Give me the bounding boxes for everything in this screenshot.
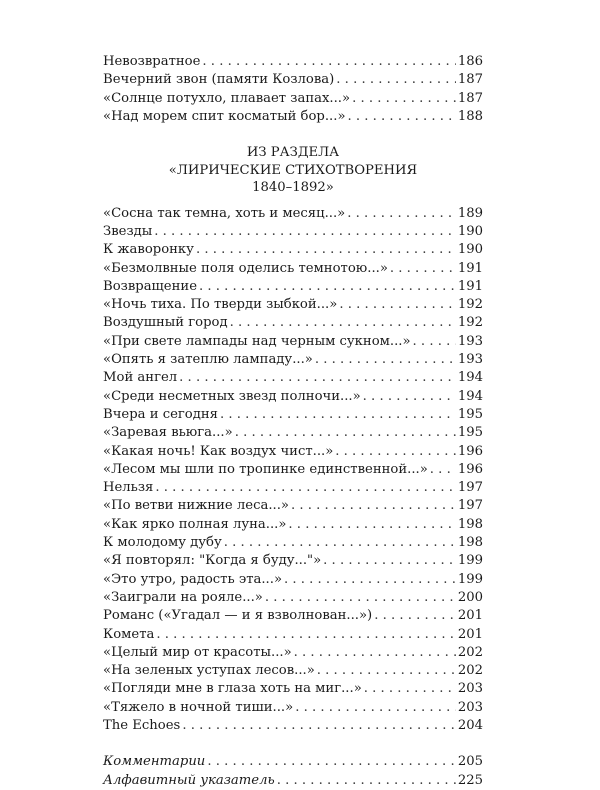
entry-page: 204 <box>457 718 483 733</box>
entry-title: «Целый мир от красоты...» <box>103 644 292 660</box>
dot-leader <box>224 534 456 552</box>
entry-title: «При свете лампады над черным сукном...» <box>103 333 411 349</box>
toc-appendix-list <box>103 753 483 790</box>
entry-page: 196 <box>457 461 483 477</box>
entry-title: «Безмолвные поля оделись темнотою...» <box>103 260 388 276</box>
toc-entry <box>103 443 483 461</box>
entry-title: Вчера и сегодня <box>103 406 218 422</box>
entry-page: 193 <box>457 352 483 368</box>
entry-page: 195 <box>457 425 483 441</box>
dot-leader <box>196 241 456 259</box>
entry-title: «Ночь тиха. По тверди зыбкой...» <box>103 297 338 313</box>
entry-title: «Какая ночь! Как воздух чист...» <box>103 443 334 459</box>
dot-leader <box>182 717 456 735</box>
toc-entry <box>103 607 483 625</box>
entry-title: Алфавитный указатель <box>103 772 275 788</box>
dot-leader <box>155 479 455 497</box>
entry-page: 199 <box>457 553 483 569</box>
entry-page: 198 <box>457 516 483 532</box>
dot-leader <box>294 644 456 662</box>
toc-entry <box>103 680 483 698</box>
entry-title: «Лесом мы шли по тропинке единственной...» <box>103 461 428 477</box>
toc-entry <box>103 333 483 351</box>
dot-leader <box>323 552 456 570</box>
toc-entry <box>103 241 483 259</box>
dot-leader <box>284 571 456 589</box>
entry-title: «Я повторял: "Когда я буду..."» <box>103 553 322 569</box>
toc-entry <box>103 497 483 515</box>
dot-leader <box>265 589 456 607</box>
toc-entry <box>103 90 483 108</box>
dot-leader <box>220 406 456 424</box>
dot-leader <box>335 443 456 461</box>
toc-entry <box>103 479 483 497</box>
entry-title: Невозвратное <box>103 54 201 69</box>
toc-entry <box>103 53 483 71</box>
toc-entry <box>103 296 483 314</box>
dot-leader <box>207 753 456 771</box>
entry-page: 196 <box>457 443 483 459</box>
entry-page: 202 <box>457 644 483 660</box>
dot-leader <box>336 71 456 89</box>
toc-entry <box>103 424 483 442</box>
dot-leader <box>288 516 455 534</box>
toc-entry <box>103 71 483 89</box>
entry-page: 192 <box>457 297 483 313</box>
entry-title: Возвращение <box>103 278 197 294</box>
entry-page: 197 <box>457 498 483 514</box>
toc-entry <box>103 205 483 223</box>
toc-entry <box>103 534 483 552</box>
entry-title: Комментарии <box>103 754 206 770</box>
entry-title: Комета <box>103 626 155 642</box>
entry-title: Воздушный город <box>103 315 228 331</box>
dot-leader <box>390 260 456 278</box>
entry-page: 190 <box>457 223 483 239</box>
entry-page: 201 <box>457 608 483 624</box>
entry-page: 192 <box>457 315 483 331</box>
entry-page: 190 <box>457 242 483 258</box>
entry-title: Мой ангел <box>103 370 178 386</box>
dot-leader <box>348 108 456 126</box>
section-heading-line: «ЛИРИЧЕСКИЕ СТИХОТВОРЕНИЯ <box>168 162 418 178</box>
toc-entry <box>103 589 483 607</box>
entry-page: 203 <box>457 681 483 697</box>
entry-page: 189 <box>457 205 483 221</box>
entry-title: «На зеленых уступах лесов...» <box>103 663 315 679</box>
section-heading <box>103 144 483 197</box>
dot-leader <box>315 351 456 369</box>
entry-title: «Это утро, радость эта...» <box>103 571 283 587</box>
entry-page: 195 <box>457 406 483 422</box>
section-heading-line: 1840–1892» <box>252 180 334 196</box>
dot-leader <box>295 699 456 717</box>
toc-entry <box>103 351 483 369</box>
toc-entry <box>103 406 483 424</box>
entry-page: 186 <box>457 54 483 69</box>
entry-page: 188 <box>457 108 483 124</box>
entry-page: 205 <box>457 754 483 770</box>
entry-title: К жаворонку <box>103 242 194 258</box>
toc-entry <box>103 699 483 717</box>
toc-entry <box>103 644 483 662</box>
entry-title: «Над морем спит косматый бор...» <box>103 108 346 124</box>
toc-entry <box>103 626 483 644</box>
dot-leader <box>199 278 456 296</box>
dot-leader <box>317 662 456 680</box>
entry-title: «Опять я затеплю лампаду...» <box>103 352 313 368</box>
entry-title: «Солнце потухло, плавает запах...» <box>103 90 351 106</box>
dot-leader <box>291 497 456 515</box>
toc-entry <box>103 552 483 570</box>
dot-leader <box>202 53 455 71</box>
entry-page: 191 <box>457 260 483 276</box>
entry-page: 202 <box>457 663 483 679</box>
dot-leader <box>230 314 456 332</box>
toc-entry <box>103 772 483 790</box>
toc-entry <box>103 516 483 534</box>
toc-entry <box>103 753 483 771</box>
dot-leader <box>156 626 455 644</box>
entry-title: «Заревая вьюга...» <box>103 425 233 441</box>
entry-page: 194 <box>457 370 483 386</box>
entry-page: 199 <box>457 571 483 587</box>
entry-page: 194 <box>457 388 483 404</box>
dot-leader <box>235 424 456 442</box>
dot-leader <box>430 461 456 479</box>
dot-leader <box>154 223 456 241</box>
entry-page: 197 <box>457 480 483 496</box>
entry-title: Нельзя <box>103 480 154 496</box>
entry-title: Романс («Угадал — и я взволнован...») <box>103 608 373 624</box>
entry-title: «Сосна так темна, хоть и месяц...» <box>103 205 346 221</box>
entry-title: «Заиграли на рояле...» <box>103 589 263 605</box>
toc-entry <box>103 314 483 332</box>
spacer <box>103 735 483 753</box>
entry-page: 225 <box>457 772 483 788</box>
dot-leader <box>347 205 456 223</box>
toc-entry <box>103 662 483 680</box>
dot-leader <box>413 333 456 351</box>
entry-title: «По ветви нижние леса...» <box>103 498 289 514</box>
toc-entry <box>103 108 483 126</box>
entry-title: Звезды <box>103 223 153 239</box>
entry-title: «Среди несметных звезд полночи...» <box>103 388 361 404</box>
toc-entry <box>103 260 483 278</box>
entry-title: К молодому дубу <box>103 535 222 551</box>
toc-entry <box>103 223 483 241</box>
toc-entry <box>103 461 483 479</box>
entry-page: 187 <box>457 72 483 88</box>
dot-leader <box>179 369 456 387</box>
entry-page: 198 <box>457 535 483 551</box>
dot-leader <box>277 772 456 790</box>
entry-page: 193 <box>457 333 483 349</box>
entry-page: 203 <box>457 699 483 715</box>
section-heading-line: ИЗ РАЗДЕЛА <box>246 145 340 161</box>
toc-entry <box>103 571 483 589</box>
toc-top-list <box>103 53 483 126</box>
toc-entry <box>103 369 483 387</box>
toc-entry <box>103 278 483 296</box>
toc-entry <box>103 717 483 735</box>
entry-page: 200 <box>457 589 483 605</box>
entry-page: 187 <box>457 90 483 106</box>
toc-section-list <box>103 205 483 736</box>
entry-title: «Как ярко полная луна...» <box>103 516 287 532</box>
entry-page: 191 <box>457 278 483 294</box>
dot-leader <box>364 680 456 698</box>
table-of-contents-page <box>103 53 483 790</box>
dot-leader <box>374 607 456 625</box>
entry-title: «Погляди мне в глаза хоть на миг...» <box>103 681 362 697</box>
entry-title: Вечерний звон (памяти Козлова) <box>103 72 335 88</box>
dot-leader <box>363 388 456 406</box>
entry-page: 201 <box>457 626 483 642</box>
entry-title: The Echoes <box>103 718 181 733</box>
toc-entry <box>103 388 483 406</box>
entry-title: «Тяжело в ночной тиши...» <box>103 699 294 715</box>
dot-leader <box>339 296 456 314</box>
dot-leader <box>352 90 456 108</box>
